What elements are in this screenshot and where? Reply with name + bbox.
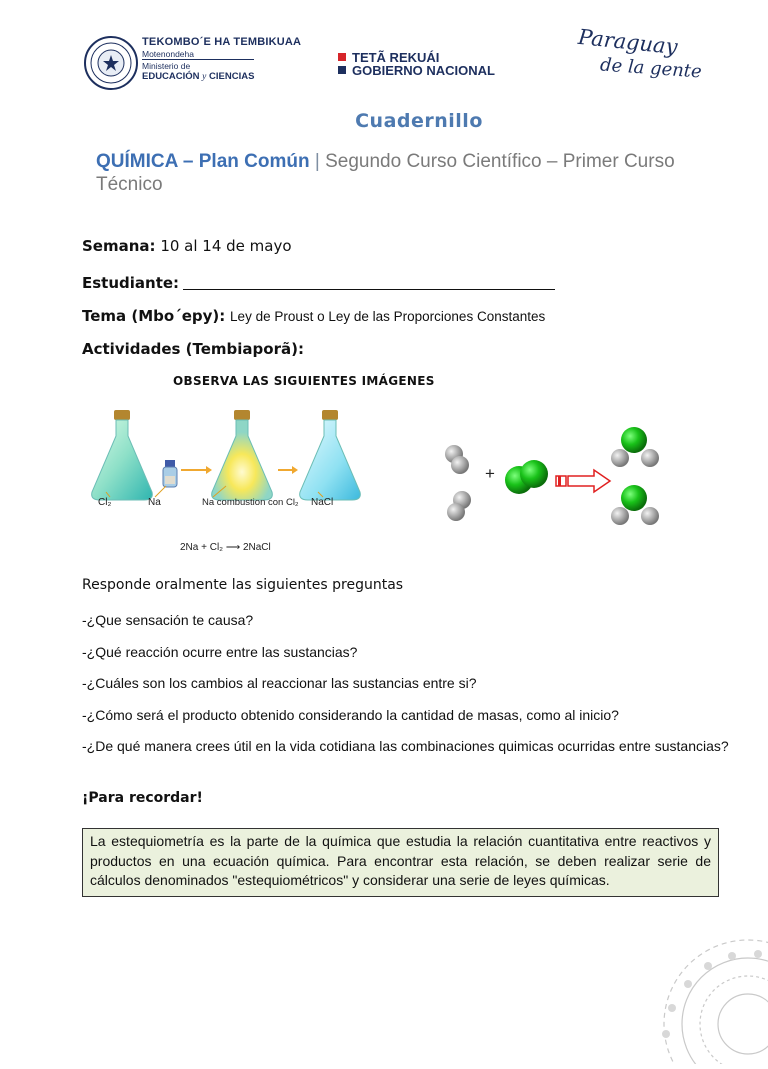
subtitle-separator: |	[314, 151, 320, 172]
sodium-vial	[163, 460, 177, 487]
question-item: -¿Que sensación te causa?	[82, 612, 254, 628]
definition-note-box: La estequiometría es la parte de la química que estudia la relación cuantitativa entre reactivos y productos en una ecuación química. Para encontrar esta relación, se deben realizar serie de cálculos denominados "estequiométricos" y considerar una serie de leyes químicas.	[82, 828, 719, 897]
page-title: Cuadernillo	[355, 110, 483, 132]
red-square-icon	[338, 53, 346, 61]
student-name-blank[interactable]	[183, 277, 555, 290]
subject-name: QUÍMICA – Plan Común	[96, 151, 310, 172]
question-item: -¿De qué manera crees útil en la vida cotidiana las combinaciones quimicas ocurridas entre sustancias?	[82, 738, 729, 754]
estudiante-row	[82, 274, 555, 292]
label-combustion: Na combustion con Cl₂	[202, 497, 299, 508]
hydrogen-molecule-bottom	[447, 491, 471, 521]
course-subtitle	[96, 150, 736, 196]
semana-row	[82, 237, 292, 255]
hcl-molecule-top	[611, 427, 659, 467]
semana-value: 10 al 14 de mayo	[160, 237, 292, 255]
tema-row	[82, 307, 545, 325]
chlorine-molecule	[505, 460, 548, 494]
question-item: -¿Cuáles son los cambios al reaccionar las sustancias entre si?	[82, 675, 477, 691]
actividades-row	[82, 340, 304, 358]
ministry-name-bold	[142, 71, 254, 82]
label-na: Na	[148, 497, 161, 508]
question-item: -¿Cómo será el producto obtenido considerando la cantidad de masas, como al inicio?	[82, 707, 619, 723]
flask-chlorine	[92, 410, 153, 500]
label-cl2: Cl₂	[98, 497, 112, 508]
course-name: Segundo Curso Científico – Primer Curso Técnico	[96, 151, 675, 195]
recordar-heading: ¡Para recordar!	[82, 790, 203, 806]
brand-script-line-2: de la gente	[599, 54, 703, 83]
question-item: -¿Qué reacción ocurre entre las sustancias?	[82, 644, 358, 660]
ministry-seal-logo	[84, 36, 138, 90]
ministry-title: TEKOMBO´E HA TEMBIKUAA	[142, 36, 302, 48]
ministry-subtitle: Motenondeha	[142, 49, 194, 59]
navy-square-icon	[338, 66, 346, 74]
semana-label: Semana:	[82, 237, 156, 255]
flask-combustion	[212, 410, 273, 500]
reaction-arrow-icon	[556, 470, 610, 492]
tema-label: Tema (Mbo´epy):	[82, 307, 226, 325]
flask-sodium-chloride	[300, 410, 361, 500]
brand-script-line-1: Paraguay	[577, 24, 679, 60]
decorative-lace-pattern	[608, 924, 768, 1064]
hydrogen-molecule-top	[445, 445, 469, 474]
reaction-equation: 2Na + Cl₂ ⟶ 2NaCl	[180, 542, 271, 553]
ministry-sciences: CIENCIAS	[209, 71, 255, 82]
actividades-label: Actividades (Tembiaporã):	[82, 340, 304, 358]
government-line-1: TETÃ REKUÁI	[338, 50, 439, 65]
plus-sign: +	[485, 464, 495, 483]
label-nacl: NaCl	[311, 497, 334, 508]
ministry-education: EDUCACIÓN	[142, 71, 200, 82]
responde-heading: Responde oralmente las siguientes preguntas	[82, 577, 404, 593]
reaction-flasks-figure	[80, 400, 370, 560]
ministry-name-line: Ministerio de	[142, 61, 191, 71]
observa-heading: OBSERVA LAS SIGUIENTES IMÁGENES	[173, 374, 435, 388]
ministry-y: y	[202, 72, 207, 82]
ministry-divider	[142, 59, 254, 60]
tema-value: Ley de Proust o Ley de las Proporciones Constantes	[230, 309, 546, 324]
estudiante-label: Estudiante:	[82, 274, 180, 292]
molecule-reaction-figure	[436, 418, 666, 536]
government-line-2: GOBIERNO NACIONAL	[338, 63, 495, 78]
hcl-molecule-bottom	[611, 485, 659, 525]
